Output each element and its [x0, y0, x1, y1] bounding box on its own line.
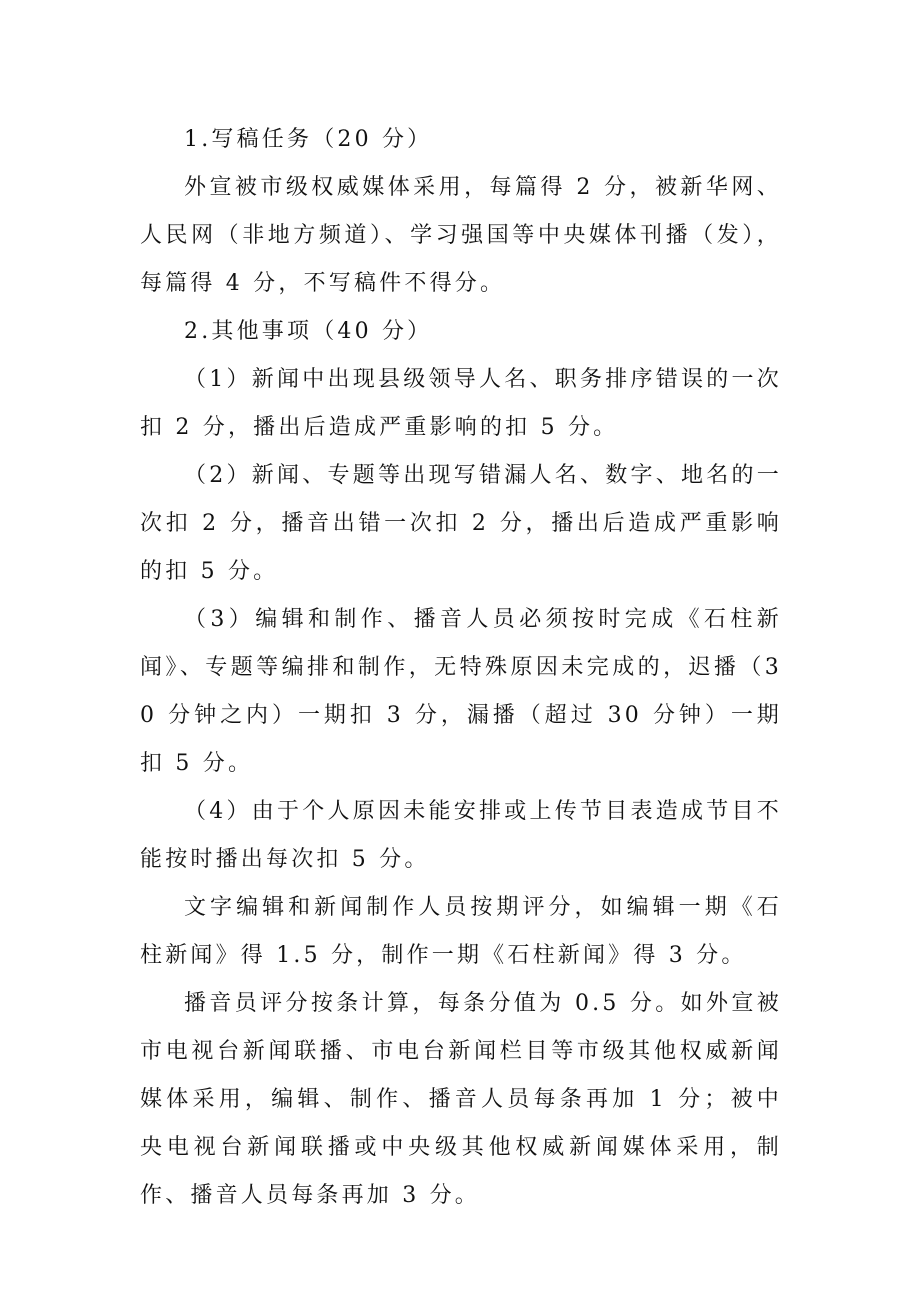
paragraph-editor-scoring: 文字编辑和新闻制作人员按期评分，如编辑一期《石柱新闻》得 1.5 分，制作一期《石柱新闻》得 3 分。 [140, 895, 782, 968]
paragraph-item-2: （2）新闻、专题等出现写错漏人名、数字、地名的一次扣 2 分，播音出错一次扣 2 分，播出后造成严重影响的扣 5 分。 [140, 463, 782, 584]
paragraph-item-3: （3）编辑和制作、播音人员必须按时完成《石柱新闻》、专题等编排和制作，无特殊原因未完成的，迟播（30 分钟之内）一期扣 3 分，漏播（超过 30 分钟）一期扣 5 分。 [140, 607, 782, 776]
paragraph-item-1: （1）新闻中出现县级领导人名、职务排序错误的一次扣 2 分，播出后造成严重影响的扣 5 分。 [140, 367, 782, 440]
section-heading-writing-task: 1.写稿任务（20 分） [184, 127, 433, 152]
section-heading-other-matters: 2.其他事项（40 分） [184, 319, 433, 344]
paragraph-item-4: （4）由于个人原因未能安排或上传节目表造成节目不能按时播出每次扣 5 分。 [140, 799, 782, 872]
document-body [140, 116, 782, 1220]
paragraph-writing-task-scoring: 外宣被市级权威媒体采用，每篇得 2 分，被新华网、人民网（非地方频道）、学习强国等中央媒体刊播（发），每篇得 4 分，不写稿件不得分。 [140, 175, 782, 296]
paragraph-announcer-scoring: 播音员评分按条计算，每条分值为 0.5 分。如外宣被市电视台新闻联播、市电台新闻栏目等市级其他权威新闻媒体采用，编辑、制作、播音人员每条再加 1 分；被中央电视台新闻联播或中央级其他权威新闻媒体采用，制作、播音人员每条再加 3 分。 [140, 991, 782, 1208]
